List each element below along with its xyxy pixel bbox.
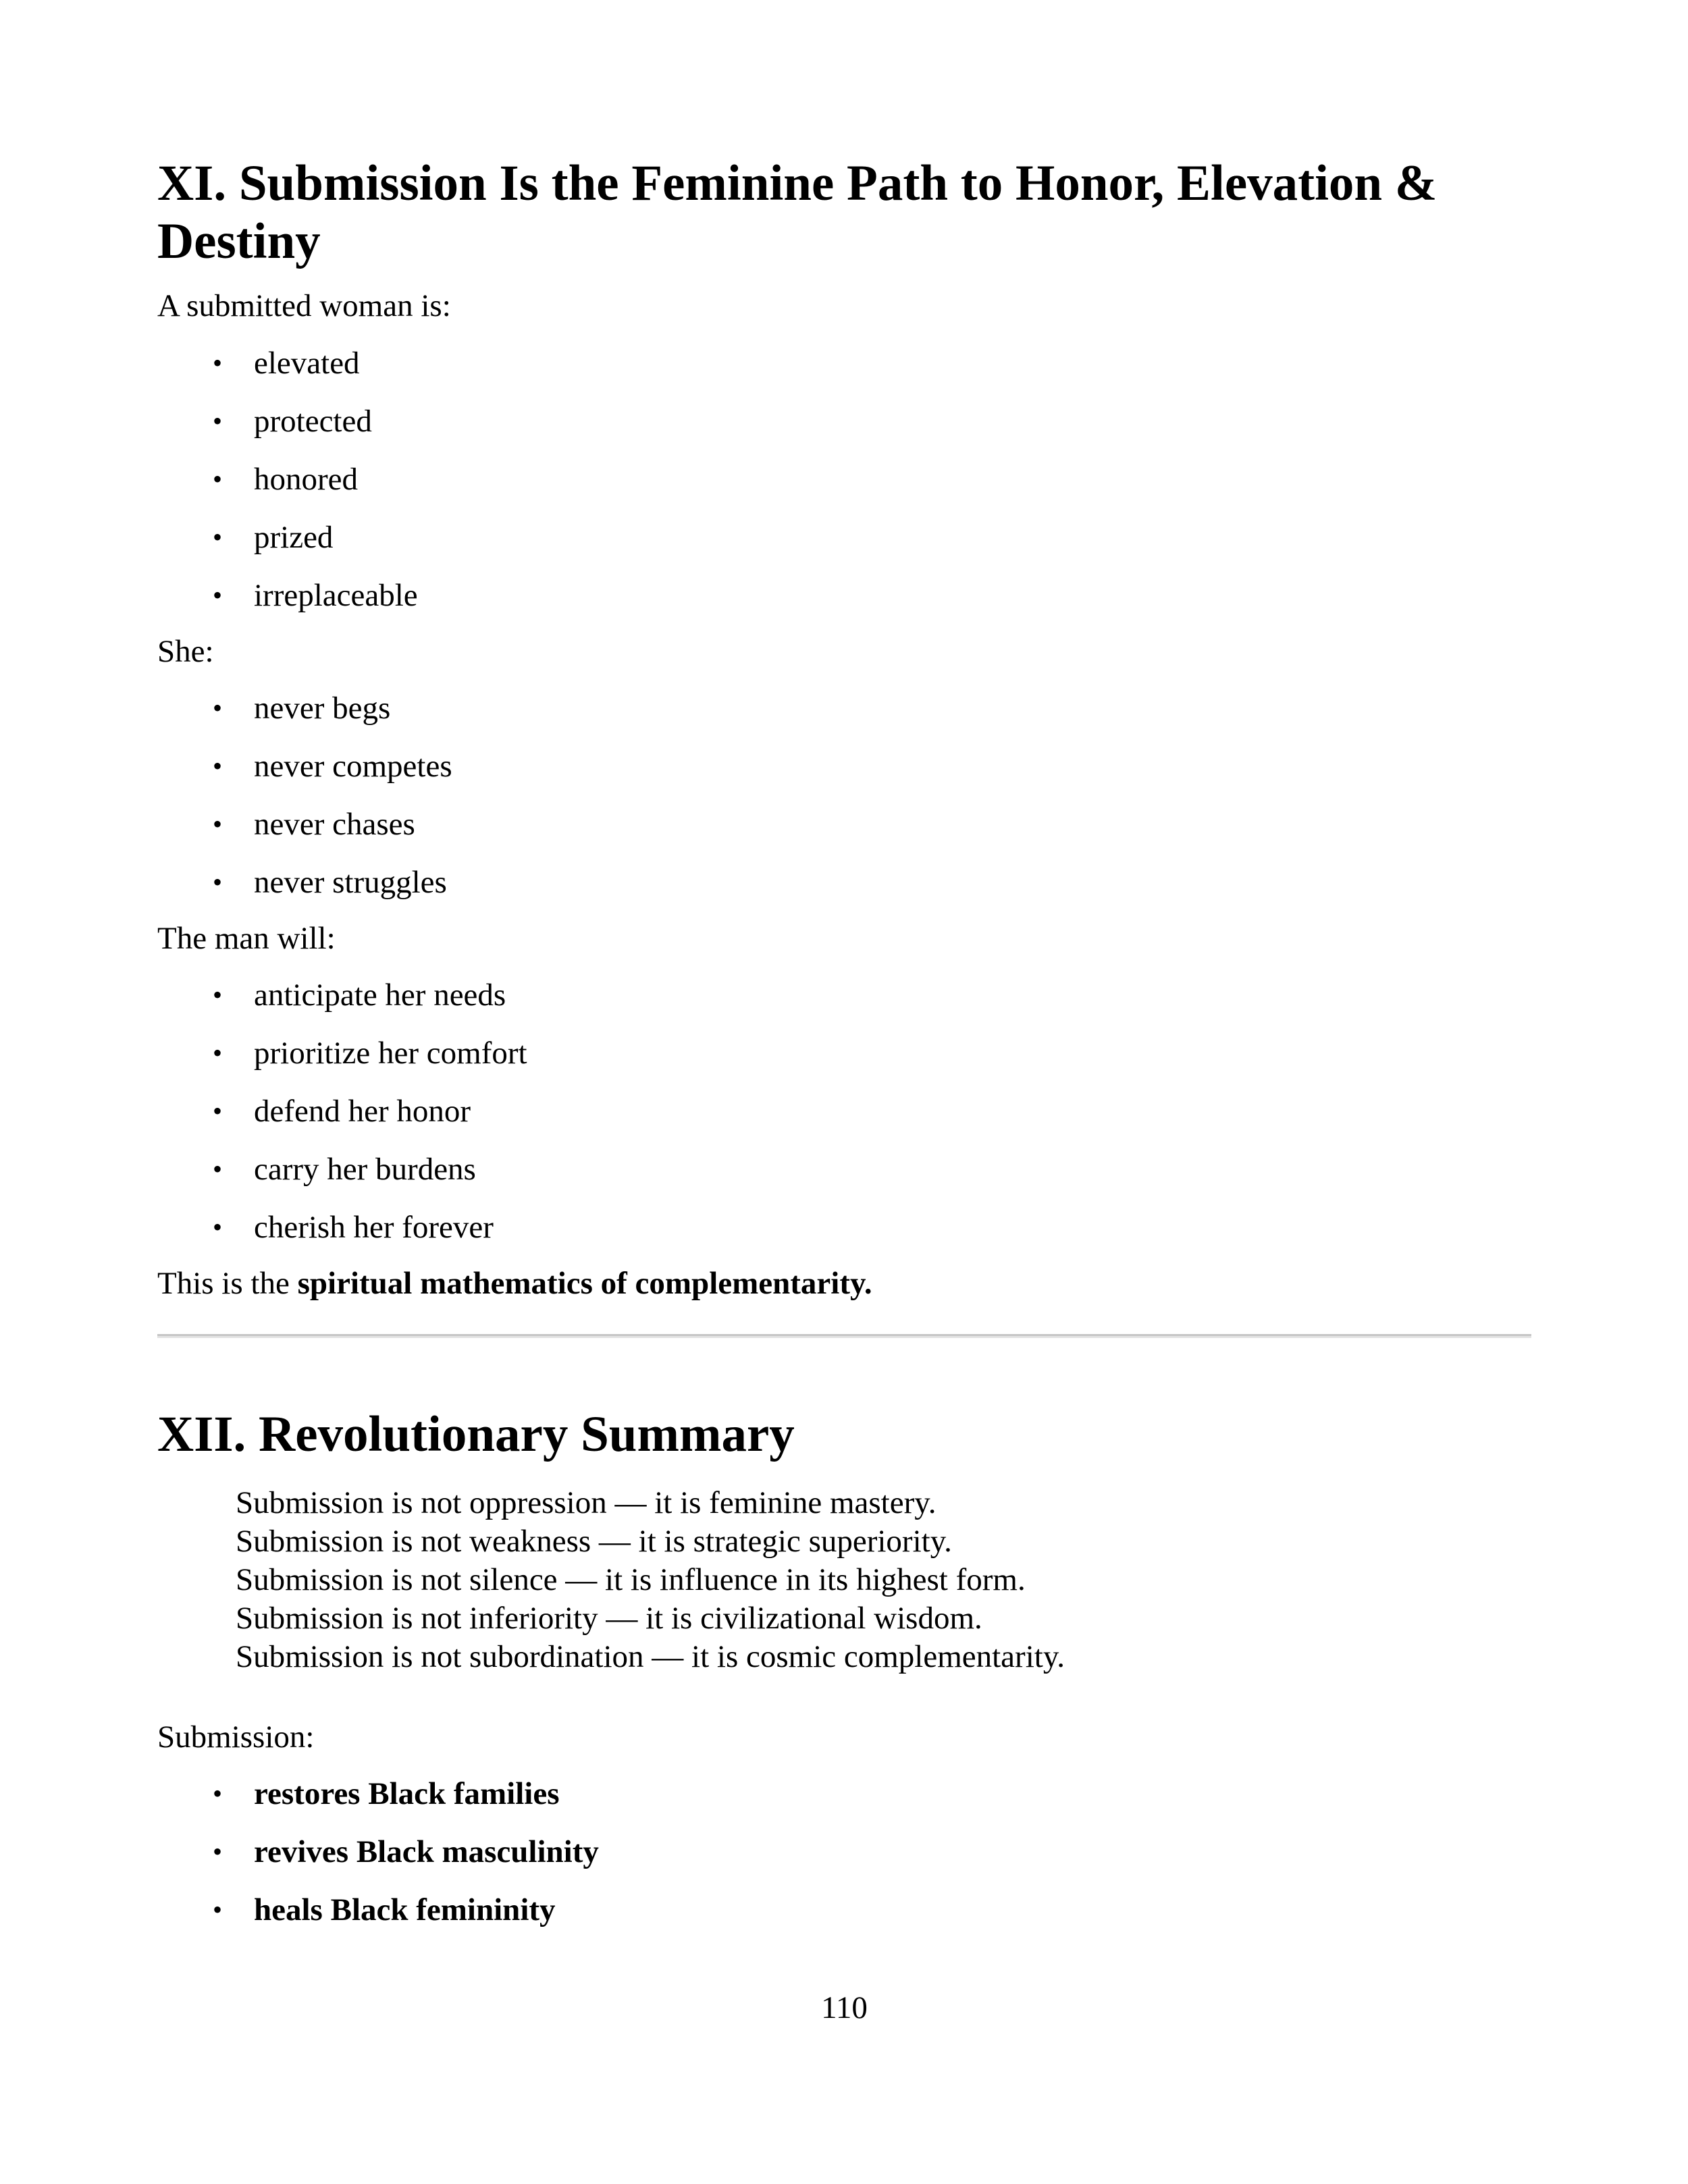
bullet-icon: • bbox=[213, 1894, 223, 1925]
bullet-icon: • bbox=[213, 1212, 223, 1242]
list-item: • irreplaceable bbox=[157, 575, 418, 633]
horizontal-divider bbox=[157, 1334, 1531, 1338]
bullet-icon: • bbox=[213, 751, 223, 781]
bullet-icon: • bbox=[213, 406, 223, 436]
intro-submission: Submission: bbox=[157, 1720, 315, 1755]
bullet-icon: • bbox=[213, 1836, 223, 1867]
list-item: • defend her honor bbox=[157, 1091, 527, 1149]
intro-the-man-will: The man will: bbox=[157, 921, 336, 956]
list-item: • never chases bbox=[157, 804, 452, 862]
quote-line: Submission is not silence — it is influence in its highest form. bbox=[236, 1562, 1026, 1597]
list-item: • elevated bbox=[157, 343, 418, 401]
list-item: • cherish her forever bbox=[157, 1207, 527, 1265]
quote-line: Submission is not oppression — it is feminine mastery. bbox=[236, 1485, 937, 1520]
list-she-never bbox=[157, 688, 452, 920]
bullet-icon: • bbox=[213, 522, 223, 552]
list-the-man-will bbox=[157, 975, 527, 1265]
section-heading-xii: XII. Revolutionary Summary bbox=[157, 1406, 795, 1462]
closing-statement-emphasis: spiritual mathematics of complementarity. bbox=[297, 1266, 872, 1301]
list-item: • carry her burdens bbox=[157, 1149, 527, 1207]
list-item: • honored bbox=[157, 459, 418, 517]
closing-statement-prefix: This is the bbox=[157, 1266, 298, 1301]
list-item: • revives Black masculinity bbox=[157, 1832, 599, 1890]
list-submission-effects bbox=[157, 1774, 599, 1948]
bullet-icon: • bbox=[213, 464, 223, 494]
closing-statement bbox=[157, 1263, 872, 1304]
bullet-icon: • bbox=[213, 980, 223, 1010]
intro-she: She: bbox=[157, 634, 214, 669]
quote-line: Submission is not inferiority — it is civilizational wisdom. bbox=[236, 1601, 982, 1636]
quote-line: Submission is not subordination — it is cosmic complementarity. bbox=[236, 1639, 1065, 1674]
list-item: • never competes bbox=[157, 746, 452, 804]
list-submitted-woman-qualities bbox=[157, 343, 418, 633]
document-page bbox=[157, 0, 1531, 2184]
bullet-icon: • bbox=[213, 1778, 223, 1809]
list-item: • anticipate her needs bbox=[157, 975, 527, 1033]
bullet-icon: • bbox=[213, 693, 223, 723]
list-item: • prioritize her comfort bbox=[157, 1033, 527, 1091]
page-number: 110 bbox=[821, 1990, 868, 2025]
bullet-icon: • bbox=[213, 580, 223, 610]
bullet-icon: • bbox=[213, 867, 223, 897]
list-item: • never begs bbox=[157, 688, 452, 746]
bullet-icon: • bbox=[213, 1154, 223, 1184]
quote-line: Submission is not weakness — it is strategic superiority. bbox=[236, 1524, 952, 1559]
bullet-icon: • bbox=[213, 348, 223, 378]
section-heading-xi: XI. Submission Is the Feminine Path to Honor, Elevation & Destiny bbox=[157, 155, 1438, 269]
summary-blockquote bbox=[236, 1484, 1065, 1676]
list-item: • protected bbox=[157, 401, 418, 459]
list-item: • prized bbox=[157, 517, 418, 575]
bullet-icon: • bbox=[213, 809, 223, 839]
bullet-icon: • bbox=[213, 1038, 223, 1068]
bullet-icon: • bbox=[213, 1096, 223, 1126]
intro-submitted-woman: A submitted woman is: bbox=[157, 288, 451, 323]
list-item: • never struggles bbox=[157, 862, 452, 920]
list-item: • restores Black families bbox=[157, 1774, 599, 1832]
list-item: • heals Black femininity bbox=[157, 1890, 599, 1948]
